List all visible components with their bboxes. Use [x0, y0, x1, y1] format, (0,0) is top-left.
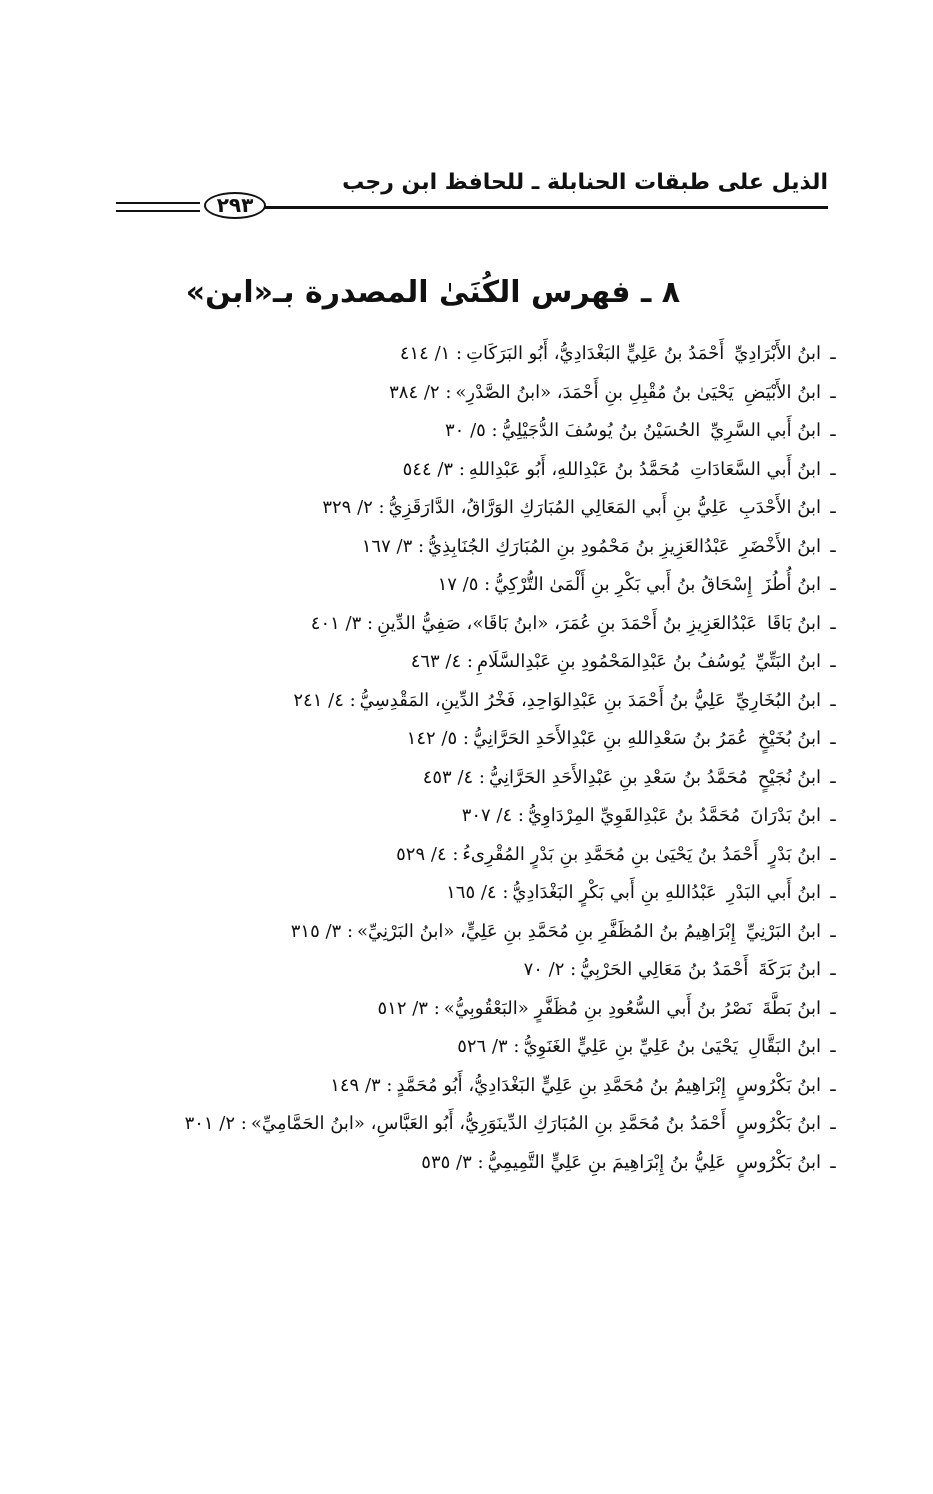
index-list	[184, 338, 841, 1185]
index-entry: ـابنُ بَكْرُوسٍإِبْرَاهِيمُ بنُ مُحَمَّدِ بنِ عَلِيٍّ البَغْدَادِيُّ، أَبُو مُحَمَّدٍ: ٣/ ١٤٩	[221, 1070, 841, 1109]
entry-name: ابنُ بَدْرٍ	[768, 843, 821, 865]
index-entry: ـابنُ بَاقَاعَبْدُالعَزِيزِ بنُ أَحْمَدَ بنِ عُمَرَ، «ابنُ بَاقَا»، صَفِيُّ الدِّينِ: ٣/ ٤٠١	[221, 608, 841, 647]
entry-reference: : ٤/ ٥٢٩	[396, 843, 459, 865]
entry-identity: إِبْرَاهِيمُ بنُ المُظَفَّرِ بنِ مُحَمَّدِ بنِ عَلِيٍّ، «ابنُ البَرْنِيِّ»	[357, 920, 736, 942]
entry-identity: أَحْمَدُ بنُ مَعَالِي الحَرْبِيُّ	[580, 959, 749, 980]
entry-name: ابنُ أُطُزَ	[762, 574, 821, 595]
index-entry: ـابنُ بَدْرٍأَحْمَدُ بنُ يَحْيَىٰ بنِ مُحَمَّدِ بنِ بَدْرٍ المُقْرِىءُ: ٤/ ٥٢٩	[221, 839, 841, 878]
entry-reference: : ٣/ ١٦٧	[361, 535, 425, 557]
entry-name: ابنُ الأَبْرَادِيِّ	[734, 343, 821, 364]
entry-name: ابنُ بُخَيْخٍ	[757, 728, 821, 749]
entry-reference: : ٤/ ١٦٥	[446, 882, 509, 903]
entry-reference: : ٣/ ٤٠١	[310, 612, 374, 634]
entry-reference: : ٢/ ٣٢٩	[322, 497, 385, 518]
entry-name: ابنُ البَقَّالِ	[747, 1036, 821, 1057]
entry-reference: : ٣/ ١٤٩	[330, 1074, 393, 1096]
entry-name: ابنُ الأَخْضَرِ	[739, 535, 821, 557]
entry-reference: : ٥/ ١٤٢	[406, 728, 469, 749]
index-entry: ـابنُ البَتِّيِّيُوسُفُ بنُ عَبْدِالمَحْمُودِ بنِ عَبْدِالسَّلَامِ: ٤/ ٤٦٣	[221, 646, 841, 685]
entry-identity: عَبْدُاللهِ بنِ أَبي بَكْرٍ البَغْدَادِيُّ	[512, 882, 717, 903]
entry-name: ابنُ أَبي السَّرِيِّ	[710, 420, 821, 441]
index-entry: ـابنُ الأَخْضَرِعَبْدُالعَزِيزِ بنُ مَحْمُودِ بنِ المُبَارَكِ الجُنَابِذِيُّ: ٣/ ١٦٧	[221, 531, 841, 570]
entry-reference: : ٤/ ٤٥٣	[422, 766, 485, 788]
running-title: الذيل على طبقات الحنابلة ـ للحافظ ابن رجب	[342, 170, 828, 195]
entry-name: ابنُ بَطَّةَ	[762, 997, 821, 1019]
entry-reference: : ٣/ ٥٣٥	[421, 1151, 484, 1173]
entry-identity: عَلِيُّ بنُ أَحْمَدَ بنِ عَبْدِالوَاحِدِ، فَخْرُ الدِّينِ، المَقْدِسِيُّ	[359, 689, 726, 711]
entry-identity: يَحْيَىٰ بنُ مُقْبِلِ بنِ أَحْمَدَ، «ابنُ الصَّدْرِ»	[455, 381, 734, 403]
index-entry: ـابنُ بَكْرُوسٍعَلِيُّ بنُ إِبْرَاهِيمَ بنِ عَلِيٍّ التَّمِيمِيُّ: ٣/ ٥٣٥	[221, 1147, 841, 1186]
entry-reference: : ٢/ ٣٠١	[184, 1113, 247, 1134]
entry-name: ابنُ البُخَارِيِّ	[735, 689, 821, 711]
entry-identity: يَحْيَىٰ بنُ عَلِيِّ بنِ عَلِيٍّ الغَنَوِيُّ	[523, 1036, 738, 1057]
entry-reference: : ٣/ ٥١٢	[377, 997, 440, 1019]
entry-reference: : ٢/ ٣٨٤	[389, 381, 452, 403]
entry-identity: عَلِيُّ بنِ أَبي المَعَالِي المُبَارَكِ الوَرَّاقُ، الدَّارَقَزِيُّ	[388, 497, 729, 518]
header-rule	[262, 206, 828, 209]
entry-identity: مُحَمَّدُ بنُ عَبْدِاللهِ، أَبُو عَبْدِاللهِ	[468, 458, 681, 480]
entry-name: ابنُ البَرْنِيِّ	[745, 920, 821, 942]
index-entry: ـابنُ أَبي البَدْرِعَبْدُاللهِ بنِ أَبي بَكْرٍ البَغْدَادِيُّ: ٤/ ١٦٥	[221, 877, 841, 916]
entry-reference: : ٤/ ٢٤١	[293, 689, 356, 711]
index-entry: ـابنُ الأَبْيَضِيَحْيَىٰ بنُ مُقْبِلِ بنِ أَحْمَدَ، «ابنُ الصَّدْرِ»: ٢/ ٣٨٤	[221, 377, 841, 416]
index-entry: ـابنُ البُخَارِيِّعَلِيُّ بنُ أَحْمَدَ بنِ عَبْدِالوَاحِدِ، فَخْرُ الدِّينِ، المَقْدِسِيُّ: ٤/ ٢٤١	[221, 685, 841, 724]
index-entry: ـابنُ الأَحْدَبِعَلِيُّ بنِ أَبي المَعَالِي المُبَارَكِ الوَرَّاقُ، الدَّارَقَزِيُّ: ٢/ ٣٢٩	[221, 492, 841, 531]
index-entry: ـابنُ أَبي السَّرِيِّالحُسَيْنُ بنُ يُوسُفَ الدُّجَيْلِيُّ: ٥/ ٣٠	[221, 415, 841, 454]
index-entry: ـابنُ أُطُزَإِسْحَاقُ بنُ أَبي بَكْرِ بنِ أَلْمَىٰ التُّرْكِيُّ: ٥/ ١٧	[221, 569, 841, 608]
entry-reference: : ٣/ ٣١٥	[290, 920, 354, 942]
entry-name: ابنُ بَكْرُوسٍ	[736, 1151, 821, 1173]
entry-identity: نَصْرُ بنُ أَبي السُّعُودِ بنِ مُظَفَّرٍ «البَعْقُوبِيُّ»	[443, 997, 753, 1019]
entry-identity: إِسْحَاقُ بنُ أَبي بَكْرِ بنِ أَلْمَىٰ التُّرْكِيُّ	[494, 574, 753, 595]
entry-identity: إِبْرَاهِيمُ بنُ مُحَمَّدِ بنِ عَلِيٍّ البَغْدَادِيُّ، أَبُو مُحَمَّدٍ	[396, 1074, 727, 1096]
index-entry: ـابنُ الأَبْرَادِيِّأَحْمَدُ بنُ عَلِيٍّ البَغْدَادِيُّ، أَبُو البَرَكَاتِ: ١/ ٤١٤	[221, 338, 841, 377]
entry-name: ابنُ بَدْرَانَ	[750, 805, 821, 826]
entry-reference: : ٣/ ٥٢٦	[457, 1036, 520, 1057]
entry-identity: مُحَمَّدُ بنُ سَعْدِ بنِ عَبْدِالأَحَدِ الحَرَّانِيُّ	[489, 766, 748, 788]
index-entry: ـابنُ أَبي السَّعَادَاتِمُحَمَّدُ بنُ عَبْدِاللهِ، أَبُو عَبْدِاللهِ: ٣/ ٥٤٤	[221, 454, 841, 493]
entry-reference: : ١/ ٤١٤	[399, 343, 463, 364]
header-rule-short-bottom	[116, 210, 200, 212]
entry-reference: : ٢/ ٧٠	[523, 959, 577, 980]
page-header	[116, 168, 828, 230]
entry-identity: عَبْدُالعَزِيزِ بنُ مَحْمُودِ بنِ المُبَارَكِ الجُنَابِذِيُّ	[428, 535, 730, 557]
entry-identity: الحُسَيْنُ بنُ يُوسُفَ الدُّجَيْلِيُّ	[501, 420, 701, 441]
entry-identity: يُوسُفُ بنُ عَبْدِالمَحْمُودِ بنِ عَبْدِالسَّلَامِ	[476, 651, 746, 672]
index-entry: ـابنُ بَكْرُوسٍأَحْمَدُ بنُ مُحَمَّدِ بنِ المُبَارَكِ الدِّينَوَرِيُّ، أَبُو العَبَّاسِ، «ابنُ الحَمَّامِيِّ»: ٢/ ٣٠١	[221, 1108, 841, 1147]
entry-reference: : ٥/ ٣٠	[445, 420, 498, 441]
entry-name: ابنُ بَاقَا	[766, 612, 821, 634]
entry-name: ابنُ أَبي السَّعَادَاتِ	[690, 458, 821, 480]
index-entry: ـابنُ بَدْرَانَمُحَمَّدُ بنُ عَبْدِالقَوِيِّ المِرْدَاوِيُّ: ٤/ ٣٠٧	[221, 800, 841, 839]
entry-name: ابنُ البَتِّيِّ	[755, 651, 821, 672]
entry-reference: : ٤/ ٣٠٧	[461, 805, 524, 826]
index-entry: ـابنُ نُجَيْحٍمُحَمَّدُ بنُ سَعْدِ بنِ عَبْدِالأَحَدِ الحَرَّانِيُّ: ٤/ ٤٥٣	[221, 762, 841, 801]
index-entry: ـابنُ بُخَيْخٍعُمَرُ بنُ سَعْدِاللهِ بنِ عَبْدِالأَحَدِ الحَرَّانِيُّ: ٥/ ١٤٢	[221, 723, 841, 762]
entry-name: ابنُ أَبي البَدْرِ	[726, 882, 821, 903]
entry-identity: مُحَمَّدُ بنُ عَبْدِالقَوِيِّ المِرْدَاوِيُّ	[527, 805, 741, 826]
entry-name: ابنُ بَرَكَةَ	[758, 959, 821, 980]
entry-reference: : ٤/ ٤٦٣	[410, 651, 473, 672]
entry-name: ابنُ الأَحْدَبِ	[738, 497, 821, 518]
entry-identity: أَحْمَدُ بنُ عَلِيٍّ البَغْدَادِيُّ، أَبُو البَرَكَاتِ	[466, 343, 725, 364]
entry-reference: : ٥/ ١٧	[437, 574, 491, 595]
page-number: ٢٩٣	[204, 192, 266, 219]
entry-name: ابنُ نُجَيْحٍ	[757, 766, 821, 788]
entry-reference: : ٣/ ٥٤٤	[402, 458, 465, 480]
entry-identity: أَحْمَدُ بنُ مُحَمَّدِ بنِ المُبَارَكِ الدِّينَوَرِيُّ، أَبُو العَبَّاسِ، «ابنُ الحَمَّامِيِّ»	[250, 1113, 727, 1134]
index-entry: ـابنُ بَطَّةَنَصْرُ بنُ أَبي السُّعُودِ بنِ مُظَفَّرٍ «البَعْقُوبِيُّ»: ٣/ ٥١٢	[221, 993, 841, 1032]
index-entry: ـابنُ البَرْنِيِّإِبْرَاهِيمُ بنُ المُظَفَّرِ بنِ مُحَمَّدِ بنِ عَلِيٍّ، «ابنُ البَرْنِيِّ»: ٣/ ٣١٥	[221, 916, 841, 955]
section-title: ٨ ـ فهرس الكُنَىٰ المصدرة بـ«ابن»	[185, 275, 680, 311]
entry-name: ابنُ الأَبْيَضِ	[743, 381, 821, 403]
header-rule-short-top	[116, 202, 200, 204]
entry-identity: عُمَرُ بنُ سَعْدِاللهِ بنِ عَبْدِالأَحَدِ الحَرَّانِيُّ	[472, 728, 748, 749]
entry-identity: أَحْمَدُ بنُ يَحْيَىٰ بنِ مُحَمَّدِ بنِ بَدْرٍ المُقْرِىءُ	[462, 843, 759, 865]
entry-name: ابنُ بَكْرُوسٍ	[736, 1074, 821, 1096]
index-entry: ـابنُ البَقَّالِيَحْيَىٰ بنُ عَلِيِّ بنِ عَلِيٍّ الغَنَوِيُّ: ٣/ ٥٢٦	[221, 1031, 841, 1070]
index-entry: ـابنُ بَرَكَةَأَحْمَدُ بنُ مَعَالِي الحَرْبِيُّ: ٢/ ٧٠	[221, 954, 841, 993]
entry-name: ابنُ بَكْرُوسٍ	[736, 1113, 821, 1134]
entry-identity: عَبْدُالعَزِيزِ بنُ أَحْمَدَ بنِ عُمَرَ، «ابنُ بَاقَا»، صَفِيُّ الدِّينِ	[377, 612, 757, 634]
entry-identity: عَلِيُّ بنُ إِبْرَاهِيمَ بنِ عَلِيٍّ التَّمِيمِيُّ	[487, 1151, 727, 1173]
